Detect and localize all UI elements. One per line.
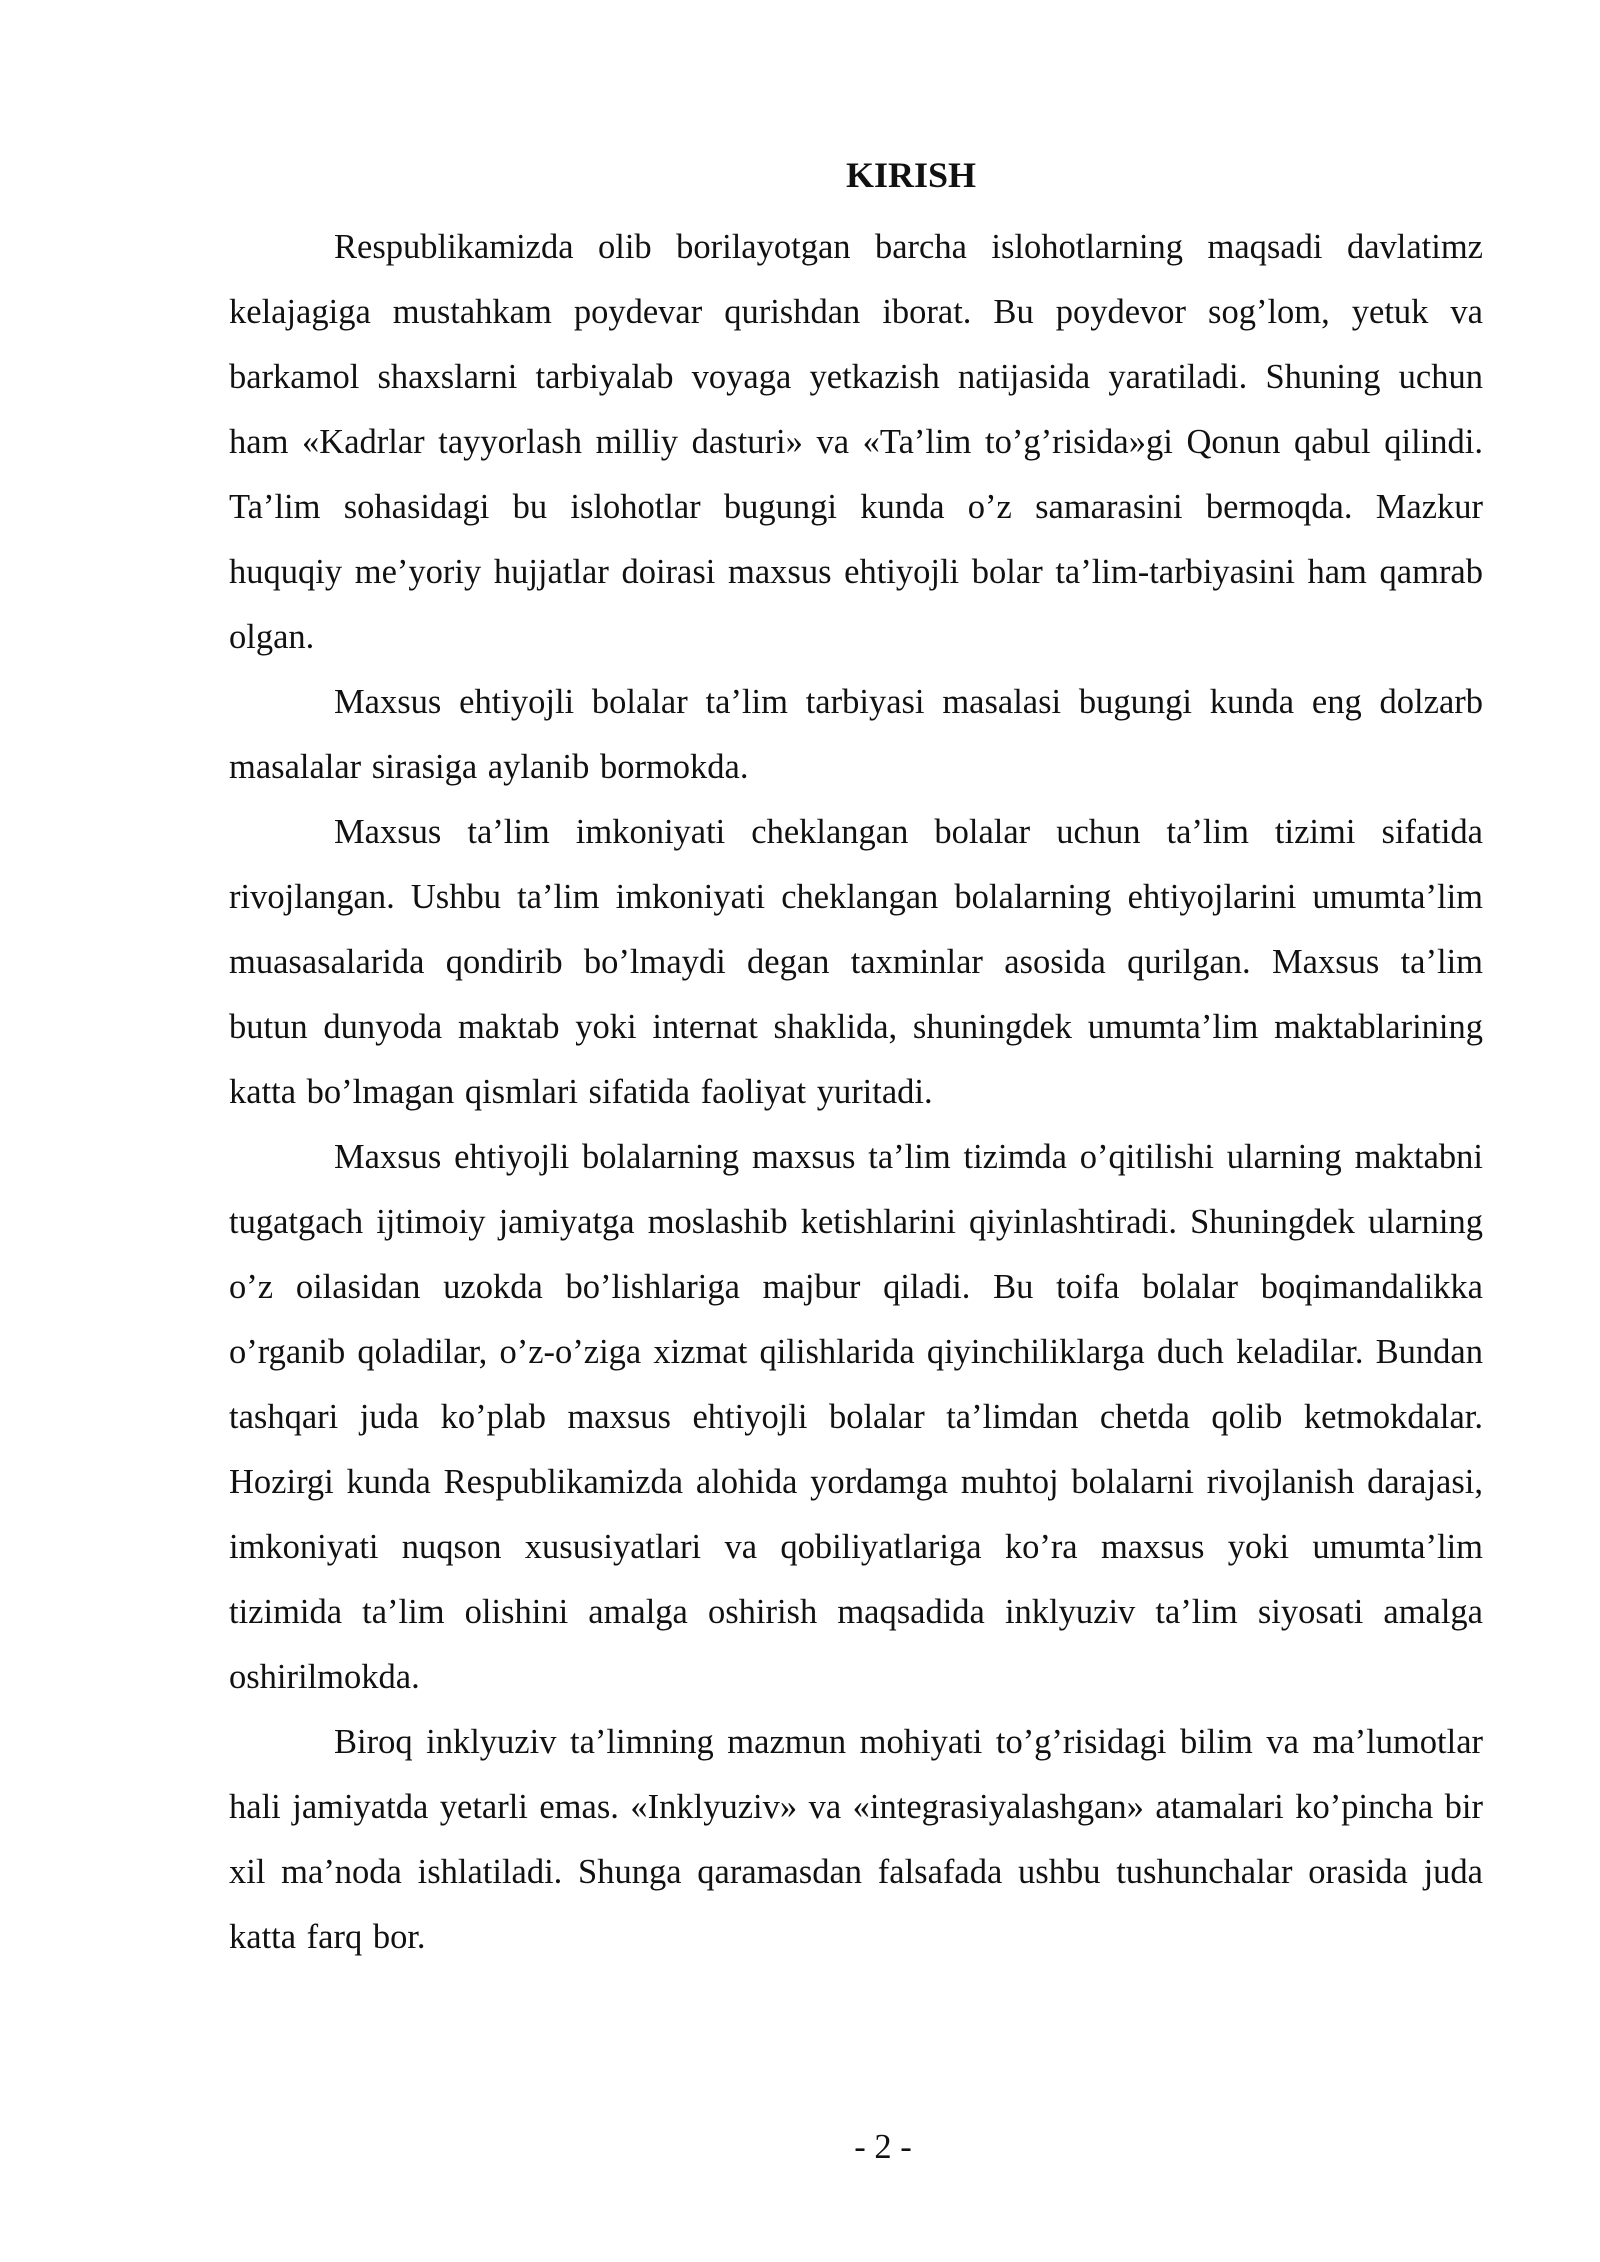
page-number: - 2 - bbox=[854, 2128, 912, 2166]
paragraph-4: Maxsus ehtiyojli bolalarning maxsus ta’lim tizimda o’qitilishi ularning maktabni tugatgach ijtimoiy jamiyatga moslashib ketishlarini qiyinlashtiradi. Shuningdek ularning o’z oilasidan uzokda bo’lishlariga majbur qiladi. Bu toifa bolalar boqimandalikka o’rganib qoladilar, o’z-o’ziga xizmat qilishlarida qiyinchiliklarga duch keladilar. Bundan tashqari juda ko’plab maxsus ehtiyojli bolalar ta’limdan chetda qolib ketmokdalar. Hozirgi kunda Respublikamizda alohida yordamga muhtoj bolalarni rivojlanish darajasi, imkoniyati nuqson xususiyatlari va qobiliyatlariga ko’ra maxsus yoki umumta’lim tizimida ta’lim olishini amalga oshirish maqsadida inklyuziv ta’lim siyosati amalga oshirilmokda. bbox=[229, 1138, 1483, 1696]
paragraph-1: Respublikamizda olib borilayotgan barcha islohotlarning maqsadi davlatimz kelajagiga mustahkam poydevar qurishdan iborat. Bu poydevor sog’lom, yetuk va barkamol shaxslarni tarbiyalab voyaga yetkazish natijasida yaratiladi. Shuning uchun ham «Kadrlar tayyorlash milliy dasturi» va «Ta’lim to’g’risida»gi Qonun qabul qilindi. Ta’lim sohasidagi bu islohotlar bugungi kunda o’z samarasini bermoqda. Mazkur huquqiy me’yoriy hujjatlar doirasi maxsus ehtiyojli bolar ta’lim-tarbiyasini ham qamrab olgan. bbox=[229, 228, 1483, 656]
paragraph-5: Biroq inklyuziv ta’limning mazmun mohiyati to’g’risidagi bilim va ma’lumotlar hali jamiyatda yetarli emas. «Inklyuziv» va «integrasiyalashgan» atamalari ko’pincha bir xil ma’noda ishlatiladi. Shunga qaramasdan falsafada ushbu tushunchalar orasida juda katta farq bor. bbox=[229, 1723, 1483, 1956]
document-body bbox=[229, 150, 1483, 1970]
page-title: KIRISH bbox=[845, 155, 977, 195]
paragraph-2: Maxsus ehtiyojli bolalar ta’lim tarbiyasi masalasi bugungi kunda eng dolzarb masalalar sirasiga aylanib bormokda. bbox=[229, 683, 1483, 786]
paragraph-3: Maxsus ta’lim imkoniyati cheklangan bolalar uchun ta’lim tizimi sifatida rivojlangan. Ushbu ta’lim imkoniyati cheklangan bolalarning ehtiyojlarini umumta’lim muasasalarida qondirib bo’lmaydi degan taxminlar asosida qurilgan. Maxsus ta’lim butun dunyoda maktab yoki internat shaklida, shuningdek umumta’lim maktablarining katta bo’lmagan qismlari sifatida faoliyat yuritadi. bbox=[229, 813, 1483, 1111]
